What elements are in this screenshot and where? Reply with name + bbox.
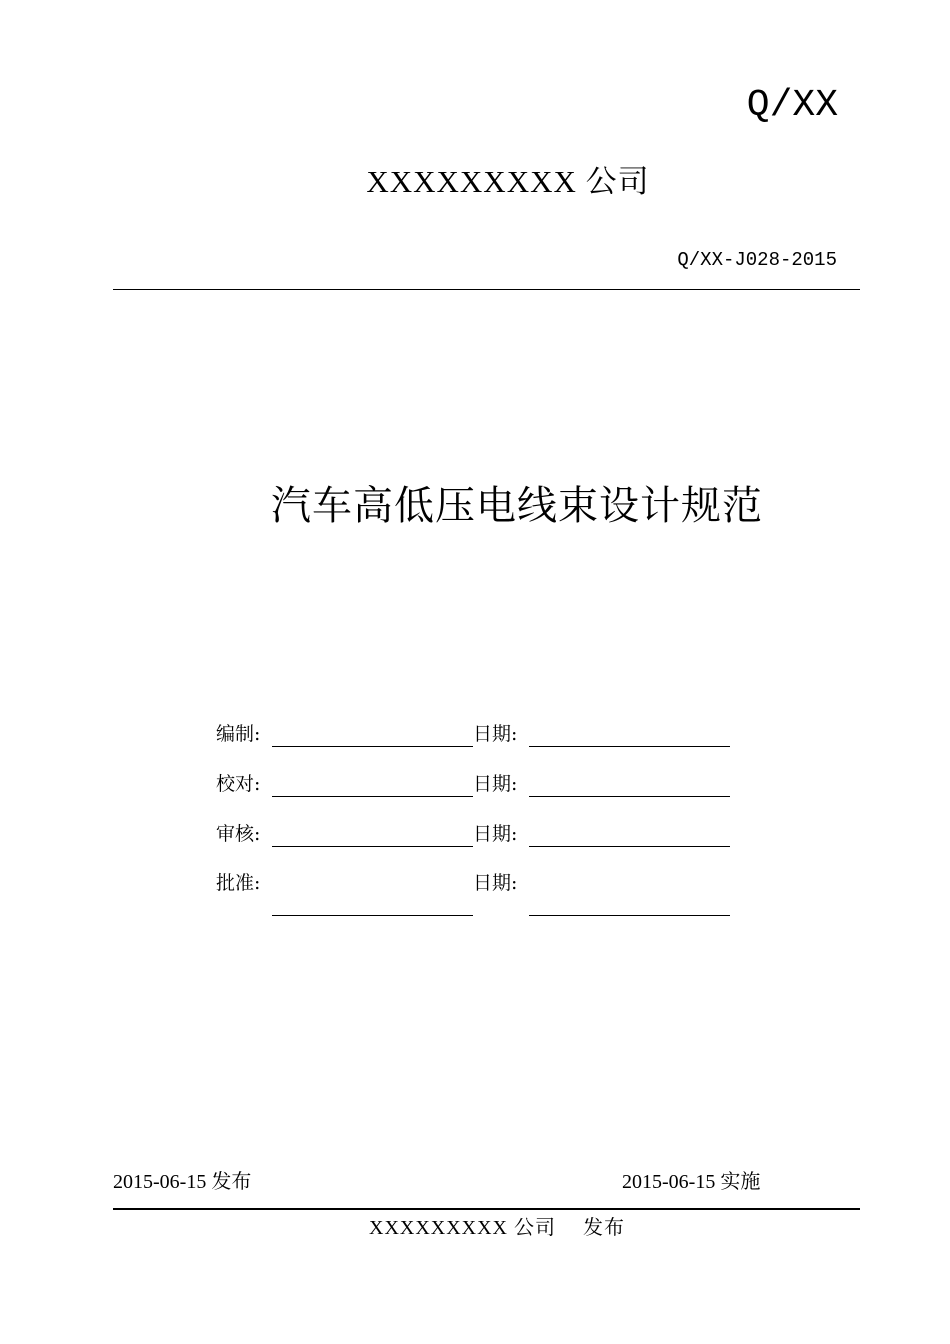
standard-code: Q/XX <box>746 84 838 127</box>
footer-divider <box>113 1208 860 1210</box>
prepared-date-label: 日期: <box>473 723 518 745</box>
signoff-row-approved <box>216 869 736 909</box>
approved-date-label: 日期: <box>473 872 518 894</box>
approved-date-field[interactable] <box>529 915 730 916</box>
signoff-row-checked <box>216 770 736 810</box>
reviewed-date-label: 日期: <box>473 823 518 845</box>
header-divider <box>113 289 860 290</box>
document-title: 汽车高低压电线束设计规范 <box>271 483 763 529</box>
reviewed-date-field[interactable] <box>529 846 730 847</box>
implementation-date: 2015-06-15 实施 <box>622 1171 761 1193</box>
company-name: XXXXXXXXX 公司 <box>366 164 650 199</box>
signoff-row-prepared <box>216 720 736 760</box>
approved-by-label: 批准: <box>216 872 261 894</box>
prepared-by-label: 编制: <box>216 723 261 745</box>
signoff-row-reviewed <box>216 820 736 860</box>
publisher: XXXXXXXXX 公司 发布 <box>369 1217 625 1239</box>
reviewed-by-label: 审核: <box>216 823 261 845</box>
document-number: Q/XX-J028-2015 <box>677 249 837 271</box>
approved-by-field[interactable] <box>272 915 473 916</box>
prepared-by-field[interactable] <box>272 746 473 747</box>
issue-date: 2015-06-15 发布 <box>113 1171 252 1193</box>
checked-by-label: 校对: <box>216 773 261 795</box>
checked-by-field[interactable] <box>272 796 473 797</box>
checked-date-label: 日期: <box>473 773 518 795</box>
checked-date-field[interactable] <box>529 796 730 797</box>
reviewed-by-field[interactable] <box>272 846 473 847</box>
prepared-date-field[interactable] <box>529 746 730 747</box>
